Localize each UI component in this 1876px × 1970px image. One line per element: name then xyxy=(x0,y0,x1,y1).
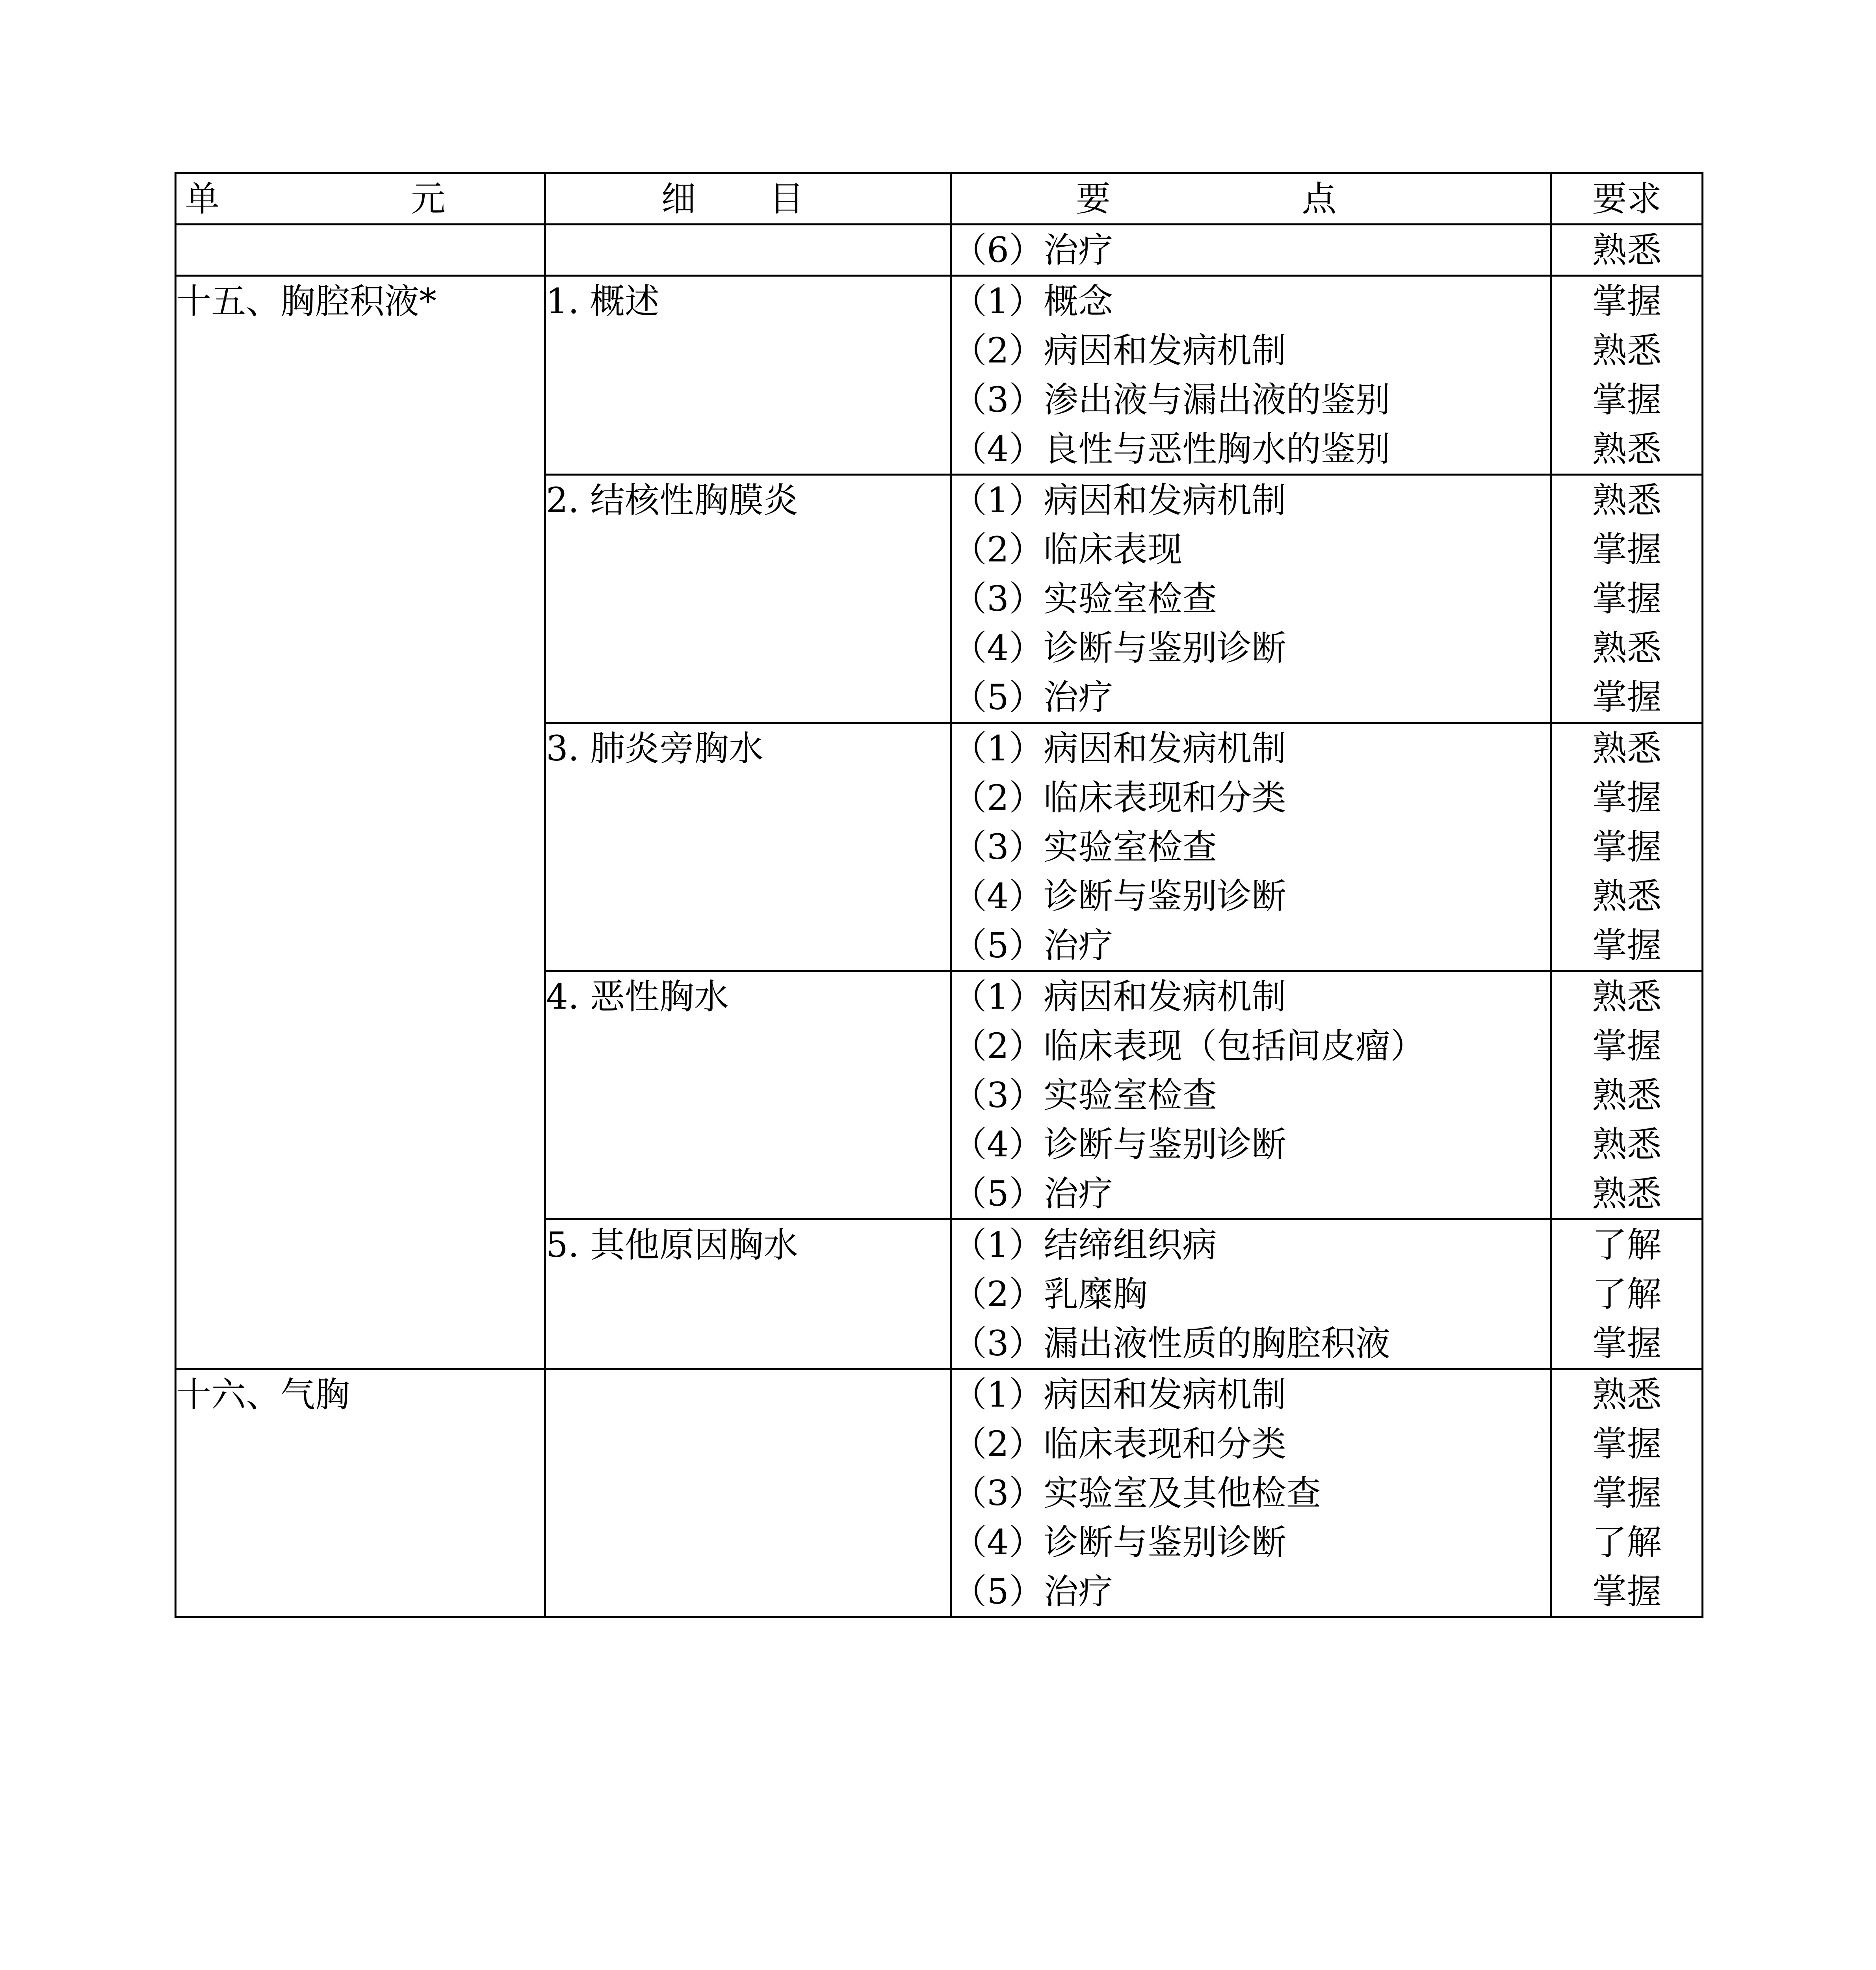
level-cell xyxy=(1551,1369,1703,1617)
level-cell xyxy=(1551,971,1703,1219)
level-text: 掌握 xyxy=(1592,1323,1662,1364)
header-points: 要 点 xyxy=(951,173,1551,225)
point-text: （1）结缔组织病 xyxy=(952,1225,1217,1265)
point-text: （1）病因和发病机制 xyxy=(952,976,1286,1017)
level-text: 了解 xyxy=(1592,1274,1662,1314)
level-text: 掌握 xyxy=(1592,578,1662,619)
points-cell xyxy=(951,971,1551,1219)
level-cell xyxy=(1551,225,1703,276)
item-cell xyxy=(545,723,951,971)
item-label: 2. 结核性胸膜炎 xyxy=(546,480,798,520)
level-text: 熟悉 xyxy=(1592,1075,1662,1115)
point-text: （3）实验室检查 xyxy=(952,827,1217,867)
item-cell xyxy=(545,475,951,723)
point-text: （1）病因和发病机制 xyxy=(952,728,1286,769)
level-text: 了解 xyxy=(1592,1522,1662,1563)
item-label xyxy=(546,225,950,275)
item-cell xyxy=(545,1219,951,1369)
point-text: （1）病因和发病机制 xyxy=(952,1374,1286,1415)
level-text: 掌握 xyxy=(1592,777,1662,818)
item-label: 4. 恶性胸水 xyxy=(546,976,729,1017)
level-text: 熟悉 xyxy=(1592,976,1662,1017)
item-cell xyxy=(545,1369,951,1617)
header-item: 细 目 xyxy=(545,173,951,225)
level-text: 掌握 xyxy=(1592,677,1662,717)
point-text: （2）临床表现 xyxy=(952,529,1182,570)
points-cell xyxy=(951,475,1551,723)
level-cell xyxy=(1551,1219,1703,1369)
point-text: （5）治疗 xyxy=(952,1571,1113,1612)
point-text: （4）诊断与鉴别诊断 xyxy=(952,1522,1286,1563)
point-text: （5）治疗 xyxy=(952,925,1113,966)
points-cell xyxy=(951,723,1551,971)
table-header-row xyxy=(176,173,1703,225)
point-text: （3）漏出液性质的胸腔积液 xyxy=(952,1323,1390,1364)
level-text: 熟悉 xyxy=(1592,480,1662,520)
level-cell xyxy=(1551,475,1703,723)
table-row xyxy=(176,225,1703,276)
level-text: 熟悉 xyxy=(1592,628,1662,668)
level-text: 熟悉 xyxy=(1592,429,1662,469)
table-row xyxy=(176,276,1703,475)
point-text: （2）病因和发病机制 xyxy=(952,330,1286,371)
table-row xyxy=(176,1369,1703,1617)
point-text: （5）治疗 xyxy=(952,677,1113,717)
item-cell xyxy=(545,225,951,276)
unit-cell xyxy=(176,276,545,1369)
point-text: （4）诊断与鉴别诊断 xyxy=(952,1124,1286,1165)
point-text: （5）治疗 xyxy=(952,1173,1113,1214)
level-text: 熟悉 xyxy=(1592,1124,1662,1165)
header-unit: 单 元 xyxy=(176,173,545,225)
level-text: 掌握 xyxy=(1592,379,1662,420)
point-text: （2）临床表现和分类 xyxy=(952,1424,1286,1464)
level-text: 掌握 xyxy=(1592,1473,1662,1513)
point-text: （3）渗出液与漏出液的鉴别 xyxy=(952,379,1390,420)
unit-cell xyxy=(176,1369,545,1617)
level-cell xyxy=(1551,723,1703,971)
table-body xyxy=(176,225,1703,1617)
level-text: 掌握 xyxy=(1592,1424,1662,1464)
level-text: 熟悉 xyxy=(1592,876,1662,916)
point-text: （3）实验室检查 xyxy=(952,578,1217,619)
level-text: 熟悉 xyxy=(1592,330,1662,371)
item-label: 5. 其他原因胸水 xyxy=(546,1225,798,1265)
level-text: 掌握 xyxy=(1592,1571,1662,1612)
level-text: 掌握 xyxy=(1592,281,1662,322)
level-cell xyxy=(1551,276,1703,475)
level-text: 熟悉 xyxy=(1592,728,1662,769)
point-text: （1）概念 xyxy=(952,281,1113,322)
level-text: 了解 xyxy=(1592,1225,1662,1265)
point-text: （2）乳糜胸 xyxy=(952,1274,1148,1314)
syllabus-table xyxy=(175,172,1703,1618)
unit-label: 十五、胸腔积液* xyxy=(176,281,437,322)
point-text: （4）良性与恶性胸水的鉴别 xyxy=(952,429,1390,469)
item-cell xyxy=(545,276,951,475)
level-text: 熟悉 xyxy=(1592,1374,1662,1415)
point-text: （4）诊断与鉴别诊断 xyxy=(952,876,1286,916)
level-text: 掌握 xyxy=(1592,529,1662,570)
point-text: （2）临床表现和分类 xyxy=(952,777,1286,818)
level-text: 掌握 xyxy=(1592,1026,1662,1066)
level-text: 熟悉 xyxy=(1592,230,1662,270)
item-label xyxy=(546,1370,950,1419)
points-cell xyxy=(951,225,1551,276)
unit-label: 十六、气胸 xyxy=(176,1374,350,1415)
point-text: （6）治疗 xyxy=(952,230,1113,270)
level-text: 熟悉 xyxy=(1592,1173,1662,1214)
point-text: （1）病因和发病机制 xyxy=(952,480,1286,520)
item-cell xyxy=(545,971,951,1219)
unit-label xyxy=(176,225,544,275)
point-text: （3）实验室及其他检查 xyxy=(952,1473,1321,1513)
unit-cell xyxy=(176,225,545,276)
item-label: 1. 概述 xyxy=(546,281,659,322)
points-cell xyxy=(951,1369,1551,1617)
points-cell xyxy=(951,1219,1551,1369)
point-text: （3）实验室检查 xyxy=(952,1075,1217,1115)
header-level: 要求 xyxy=(1551,173,1703,225)
point-text: （2）临床表现（包括间皮瘤） xyxy=(952,1026,1425,1066)
level-text: 掌握 xyxy=(1592,827,1662,867)
item-label: 3. 肺炎旁胸水 xyxy=(546,728,763,769)
level-text: 掌握 xyxy=(1592,925,1662,966)
point-text: （4）诊断与鉴别诊断 xyxy=(952,628,1286,668)
points-cell xyxy=(951,276,1551,475)
